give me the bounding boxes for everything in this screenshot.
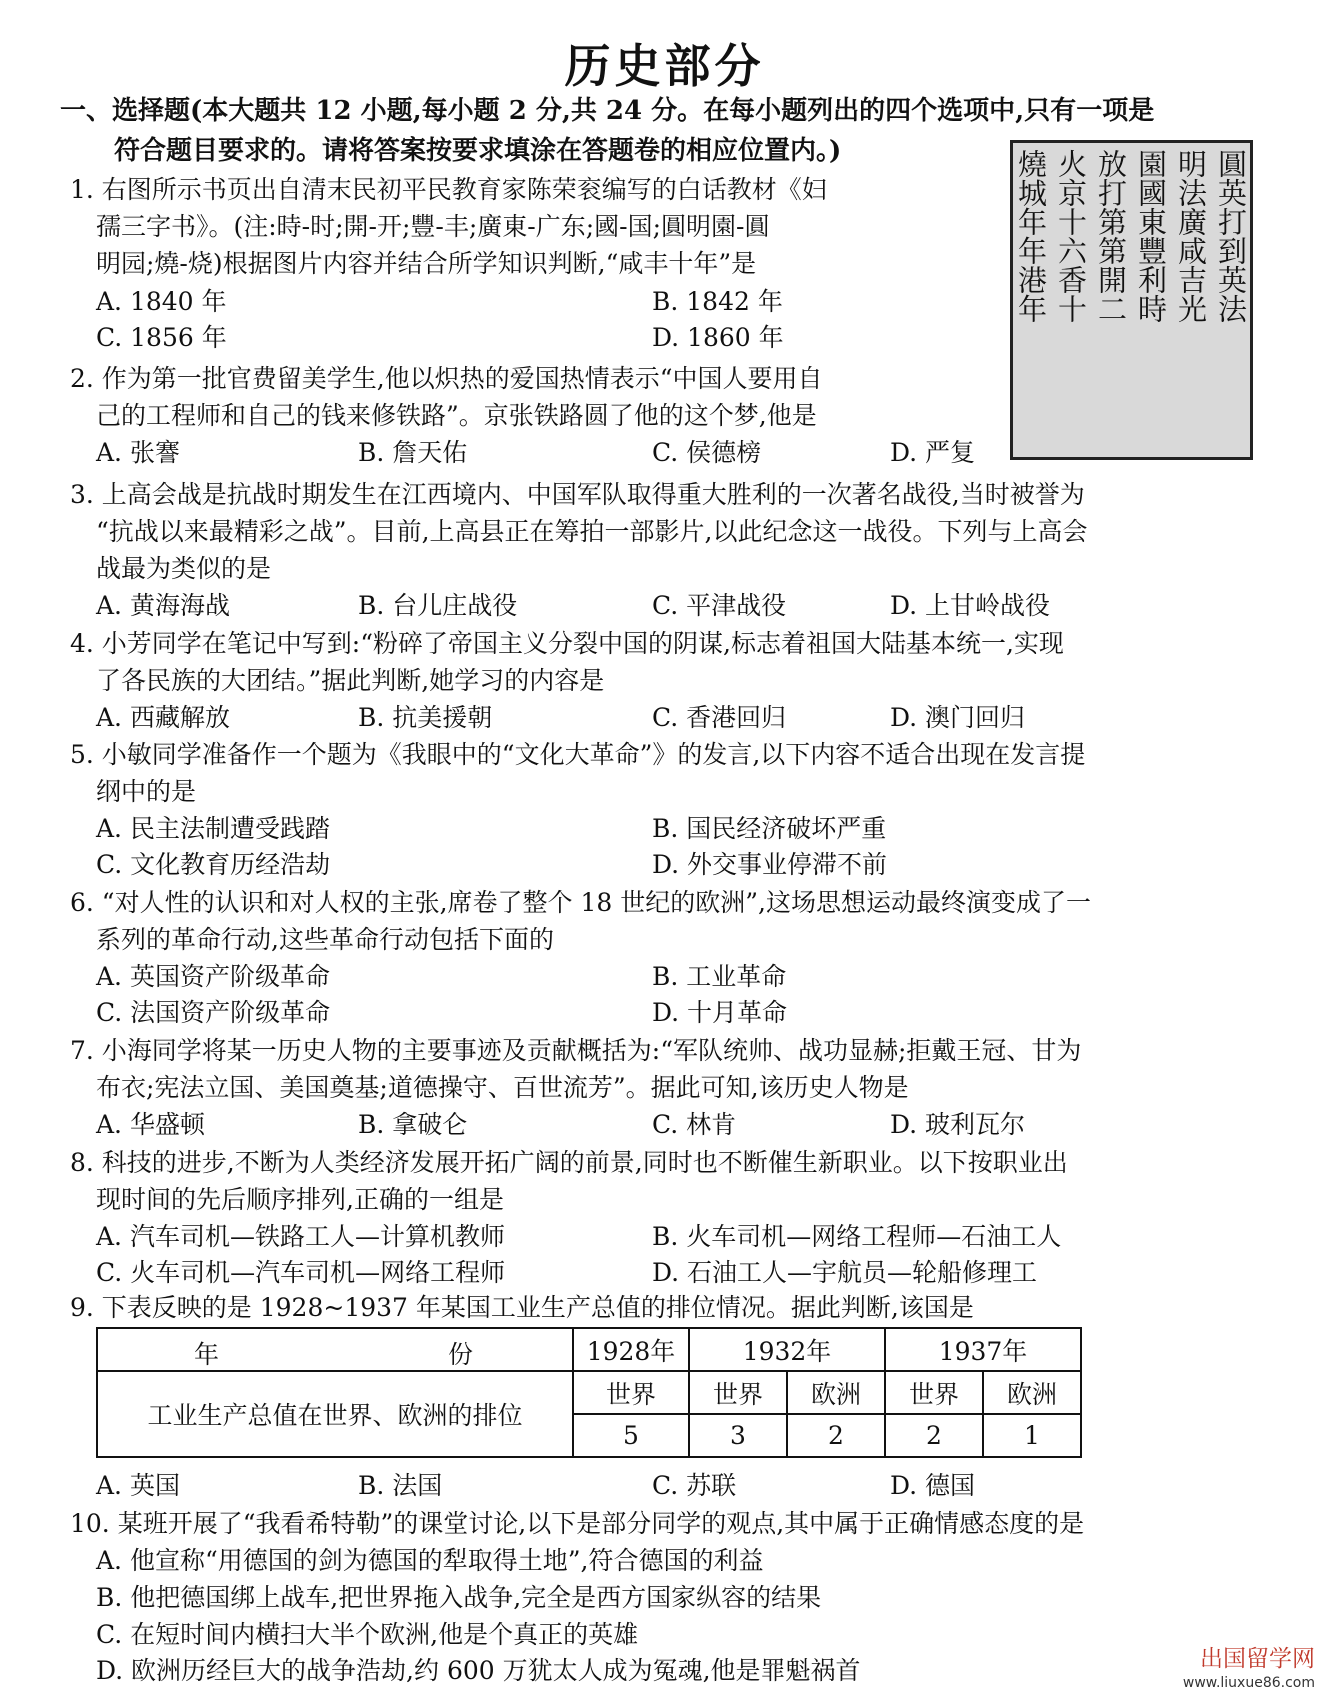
- q2-option-c: C. 侯德榜: [652, 438, 762, 467]
- q2-stem-line2: 己的工程师和自己的钱来修铁路”。京张铁路圆了他的这个梦,他是: [96, 401, 817, 430]
- q2-option-a: A. 张謇: [96, 438, 180, 467]
- q6-option-c: C. 法国资产阶级革命: [96, 998, 331, 1027]
- q8-option-d: D. 石油工人—宇航员—轮船修理工: [652, 1258, 1038, 1287]
- rank-value: 5: [573, 1414, 689, 1457]
- watermark-url: www.liuxue86.com: [1182, 1675, 1315, 1691]
- q9-stem-line1: 9. 下表反映的是 1928~1937 年某国工业生产总值的排位情况。据此判断,该国是: [70, 1293, 974, 1322]
- header-1937: 1937年: [885, 1328, 1081, 1371]
- sub-header: 世界: [689, 1371, 787, 1414]
- q4-stem-line2: 了各民族的大团结。”据此判断,她学习的内容是: [96, 666, 605, 695]
- q5-stem-line1: 5. 小敏同学准备作一个题为《我眼中的“文化大革命”》的发言,以下内容不适合出现在发言提: [70, 740, 1086, 769]
- q1-option-d: D. 1860 年: [652, 323, 784, 352]
- section-heading-line2: 符合题目要求的。请将答案按要求填涂在答题卷的相应位置内。): [114, 136, 842, 166]
- book-column: 火京十六香十: [1054, 149, 1088, 323]
- page-title: 历史部分: [564, 39, 765, 93]
- sub-header: 欧洲: [983, 1371, 1081, 1414]
- q6-option-d: D. 十月革命: [652, 998, 788, 1027]
- table-row-label: 工业生产总值在世界、欧洲的排位: [97, 1371, 573, 1457]
- q10-option-a: A. 他宣称“用德国的剑为德国的犁取得土地”,符合德国的利益: [96, 1546, 764, 1575]
- q4-option-b: B. 抗美援朝: [358, 703, 493, 732]
- rank-value: 2: [885, 1414, 983, 1457]
- q3-stem-line1: 3. 上高会战是抗战时期发生在江西境内、中国军队取得重大胜利的一次著名战役,当时被誉为: [70, 480, 1085, 509]
- q7-stem-line1: 7. 小海同学将某一历史人物的主要事迹及贡献概括为:“军队统帅、战功显赫;拒戴王冠、甘为: [70, 1036, 1082, 1065]
- q1-stem-line3: 明园;燒-烧)根据图片内容并结合所学知识判断,“咸丰十年”是: [96, 249, 757, 278]
- q1-option-c: C. 1856 年: [96, 323, 227, 352]
- q9-option-a: A. 英国: [96, 1471, 180, 1500]
- rank-value: 3: [689, 1414, 787, 1457]
- q4-option-c: C. 香港回归: [652, 703, 787, 732]
- book-column: 圓英打到英法: [1214, 149, 1248, 323]
- q9-option-c: C. 苏联: [652, 1471, 737, 1500]
- sub-header: 欧洲: [787, 1371, 885, 1414]
- header-year-char: 份: [448, 1340, 474, 1369]
- rank-value: 1: [983, 1414, 1081, 1457]
- q3-stem-line3: 战最为类似的是: [96, 554, 272, 583]
- q1-stem-line1: 1. 右图所示书页出自清末民初平民教育家陈荣衮编写的白话教材《妇: [70, 175, 827, 204]
- q5-option-b: B. 国民经济破坏严重: [652, 814, 887, 843]
- q7-option-a: A. 华盛顿: [96, 1110, 205, 1139]
- q3-option-d: D. 上甘岭战役: [890, 591, 1051, 620]
- q8-option-c: C. 火车司机—汽车司机—网络工程师: [96, 1258, 506, 1287]
- q7-option-d: D. 玻利瓦尔: [890, 1110, 1026, 1139]
- q1-option-b: B. 1842 年: [652, 287, 783, 316]
- q5-option-c: C. 文化教育历经浩劫: [96, 850, 331, 879]
- sub-header: 世界: [573, 1371, 689, 1414]
- q5-stem-line2: 纲中的是: [96, 777, 197, 806]
- q1-stem-line2: 孺三字书》。(注:時-时;開-开;豐-丰;廣東-广东;國-国;圓明園-圓: [96, 212, 770, 241]
- q6-option-a: A. 英国资产阶级革命: [96, 962, 330, 991]
- header-year-char: 年: [194, 1340, 220, 1369]
- q5-option-a: A. 民主法制遭受践踏: [96, 814, 330, 843]
- q6-stem-line2: 系列的革命行动,这些革命行动包括下面的: [96, 925, 554, 954]
- q6-stem-line1: 6. “对人性的认识和对人权的主张,席卷了整个 18 世纪的欧洲”,这场思想运动最终演变成了一: [70, 888, 1091, 917]
- q4-stem-line1: 4. 小芳同学在笔记中写到:“粉碎了帝国主义分裂中国的阴谋,标志着祖国大陆基本统一,实现: [70, 629, 1064, 658]
- q2-stem-line1: 2. 作为第一批官费留美学生,他以炽热的爱国热情表示“中国人要用自: [70, 364, 823, 393]
- q8-option-b: B. 火车司机—网络工程师—石油工人: [652, 1222, 1062, 1251]
- q3-option-c: C. 平津战役: [652, 591, 787, 620]
- watermark-name: 出国留学网: [1200, 1646, 1315, 1672]
- q10-option-b: B. 他把德国绑上战车,把世界拖入战争,完全是西方国家纵容的结果: [96, 1583, 822, 1612]
- q7-stem-line2: 布衣;宪法立国、美国奠基;道德操守、百世流芳”。据此可知,该历史人物是: [96, 1073, 909, 1102]
- sub-header: 世界: [885, 1371, 983, 1414]
- rank-value: 2: [787, 1414, 885, 1457]
- q3-stem-line2: “抗战以来最精彩之战”。目前,上高县正在筹拍一部影片,以此纪念这一战役。下列与上高会: [96, 517, 1088, 546]
- q2-option-d: D. 严复: [890, 438, 976, 467]
- watermark-logo: [1183, 1647, 1315, 1695]
- q1-option-a: A. 1840 年: [96, 287, 227, 316]
- header-1928: 1928年: [573, 1328, 689, 1371]
- q8-option-a: A. 汽车司机—铁路工人—计算机教师: [96, 1222, 505, 1251]
- book-page-image: [1010, 140, 1253, 460]
- q4-option-d: D. 澳门回归: [890, 703, 1026, 732]
- header-1932: 1932年: [689, 1328, 885, 1371]
- q10-option-d: D. 欧洲历经巨大的战争浩劫,约 600 万犹太人成为冤魂,他是罪魁祸首: [96, 1656, 861, 1685]
- q10-stem-line1: 10. 某班开展了“我看希特勒”的课堂讨论,以下是部分同学的观点,其中属于正确情感态度的是: [70, 1509, 1085, 1538]
- q7-option-b: B. 拿破仑: [358, 1110, 468, 1139]
- q2-option-b: B. 詹天佑: [358, 438, 468, 467]
- table-header-year: [97, 1328, 573, 1371]
- q8-stem-line1: 8. 科技的进步,不断为人类经济发展开拓广阔的前景,同时也不断催生新职业。以下按职业出: [70, 1148, 1068, 1177]
- q3-option-b: B. 台儿庄战役: [358, 591, 518, 620]
- book-column: 明法廣咸吉光: [1174, 149, 1208, 323]
- q8-stem-line2: 现时间的先后顺序排列,正确的一组是: [96, 1185, 504, 1214]
- book-column: 園國東豐利時: [1134, 149, 1168, 323]
- q6-option-b: B. 工业革命: [652, 962, 787, 991]
- book-column: 放打第第開二: [1094, 149, 1128, 323]
- q5-option-d: D. 外交事业停滞不前: [652, 850, 888, 879]
- q3-option-a: A. 黄海海战: [96, 591, 230, 620]
- rank-table: [96, 1327, 1082, 1458]
- q7-option-c: C. 林肯: [652, 1110, 737, 1139]
- book-column: 燒城年年港年: [1014, 149, 1048, 323]
- q9-option-b: B. 法国: [358, 1471, 443, 1500]
- q4-option-a: A. 西藏解放: [96, 703, 230, 732]
- section-heading-line1: 一、选择题(本大题共 12 小题,每小题 2 分,共 24 分。在每小题列出的四个选项中,只有一项是: [60, 96, 1155, 126]
- q9-option-d: D. 德国: [890, 1471, 976, 1500]
- q10-option-c: C. 在短时间内横扫大半个欧洲,他是个真正的英雄: [96, 1620, 639, 1649]
